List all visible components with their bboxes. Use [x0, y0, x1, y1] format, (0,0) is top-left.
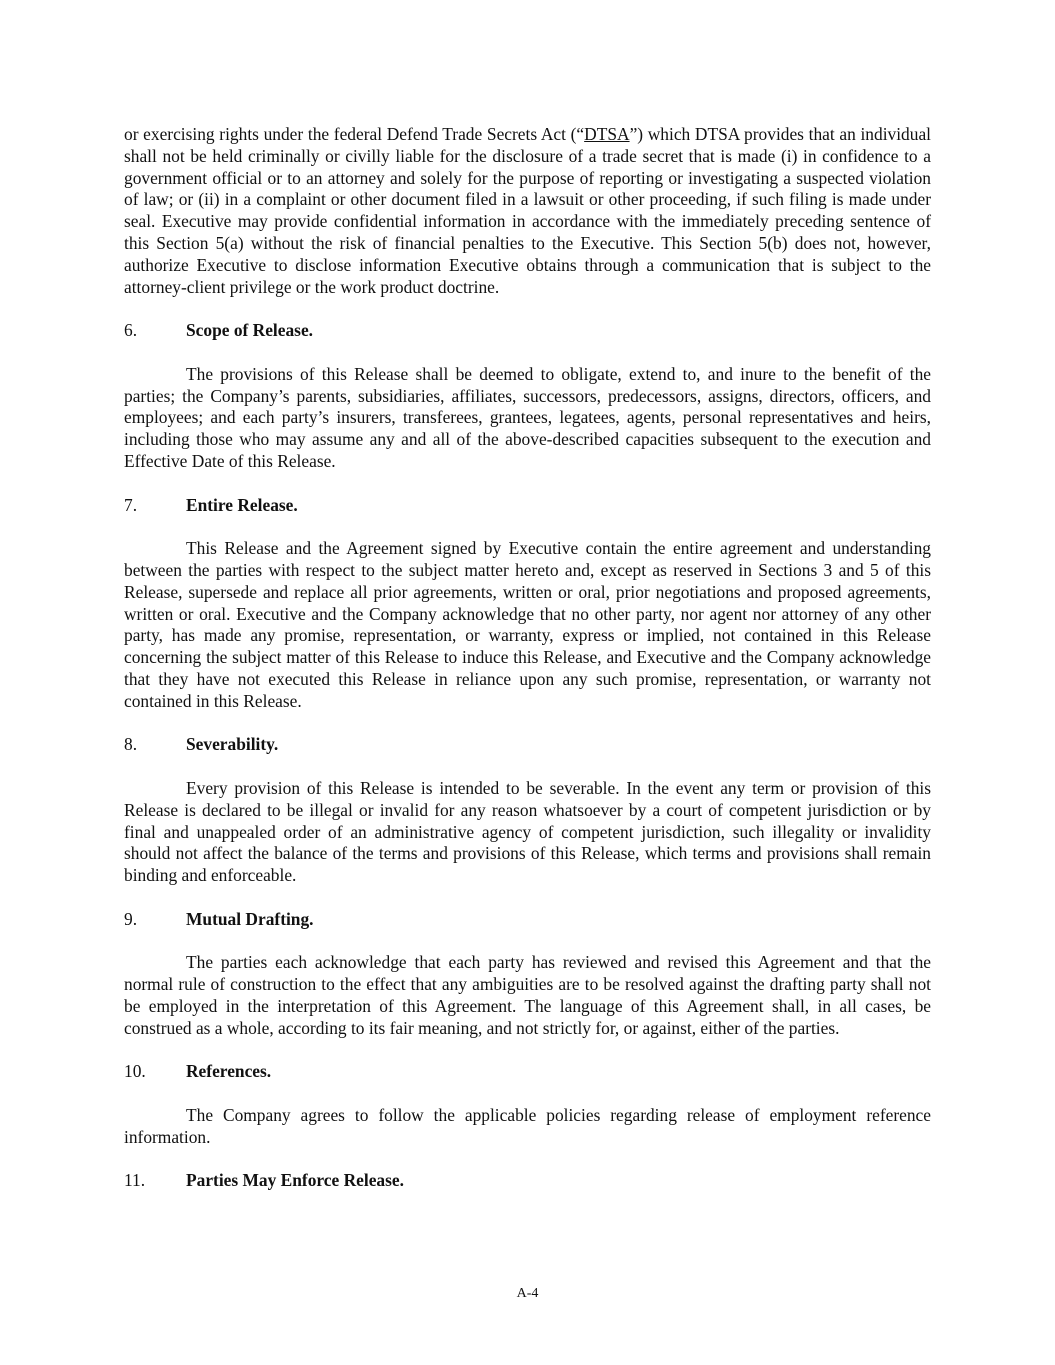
section-8-heading	[124, 734, 931, 756]
section-10-heading	[124, 1061, 931, 1083]
intro-text-start: or exercising rights under the federal Defend Trade Secrets Act (“	[124, 124, 585, 144]
intro-paragraph	[124, 124, 931, 298]
section-9-body: The parties each acknowledge that each party has reviewed and revised this Agreement and that the normal rule of construction to the effect that any ambiguities are to be resolved against the drafting party shall not be employed in the interpretation of this Agreement. The language of this Agreement shall, in all cases, be construed as a whole, according to its fair meaning, and not strictly for, or against, either of the parties.	[124, 952, 931, 1038]
section-number: 6.	[124, 320, 138, 341]
section-8-body: Every provision of this Release is intended to be severable. In the event any term or provision of this Release is declared to be illegal or invalid for any reason whatsoever by a court of competent jurisdiction or by final and unappealed order of an administrative agency of competent jurisdiction, such illegality or invalidity should not affect the balance of the terms and provisions of this Release, which terms and provisions shall remain binding and enforceable.	[124, 777, 931, 886]
intro-text-end: ”) which DTSA provides that an individual shall not be held criminally or civilly liable for the disclosure of a trade secret that is made (i) in confidence to a government official or to an attorney and solely for the purpose of reporting or investigating a suspected violation of law; or (ii) in a complaint or other document filed in a lawsuit or other proceeding, if such filing is made under seal. Executive may provide confidential information in accordance with the immediately preceding sentence of this Section 5(a) without the risk of financial penalties to the Executive. This Section 5(b) does not, however, authorize Executive to disclose information Executive obtains through a communication that is subject to the attorney-client privilege or the work product doctrine.	[124, 124, 932, 297]
section-11-heading	[124, 1170, 931, 1192]
section-number: 10.	[124, 1061, 146, 1082]
section-7-heading	[124, 495, 931, 517]
dtsa-term: DTSA	[584, 124, 630, 144]
section-10-body: The Company agrees to follow the applicable policies regarding release of employment reference information.	[124, 1104, 931, 1147]
page-number: A-4	[516, 1286, 539, 1301]
section-title: References.	[186, 1061, 272, 1082]
section-number: 7.	[124, 494, 138, 515]
section-6-body: The provisions of this Release shall be deemed to obligate, extend to, and inure to the benefit of the parties; the Company’s parents, subsidiaries, affiliates, successors, predecessors, assigns, directors, officers, and employees; and each party’s insurers, transferees, grantees, legatees, agents, personal representatives and heirs, including those who may assume any and all of the above-described capacities subsequent to the execution and Effective Date of this Release.	[124, 363, 931, 471]
section-title: Scope of Release.	[186, 320, 314, 341]
section-title: Mutual Drafting.	[186, 908, 314, 929]
section-9-heading	[124, 909, 931, 931]
section-number: 9.	[124, 908, 138, 929]
section-title: Entire Release.	[186, 494, 298, 515]
section-title: Severability.	[186, 734, 279, 755]
section-number: 11.	[124, 1170, 146, 1191]
section-title: Parties May Enforce Release.	[186, 1170, 404, 1191]
section-number: 8.	[124, 734, 138, 755]
document-page	[124, 124, 931, 1192]
section-7-body: This Release and the Agreement signed by Executive contain the entire agreement and understanding between the parties with respect to the subject matter hereto and, except as reserved in Sections 3 and 5 of this Release, supersede and replace all prior agreements, written or oral, prior negotiations and proposed agreements, written or oral. Executive and the Company acknowledge that no other party, nor agent nor attorney of any other party, has made any promise, representation, or warranty, express or implied, not contained in this Release concerning the subject matter of this Release to induce this Release, and Executive and the Company acknowledge that they have not executed this Release in reliance upon any such promise, representation, or warranty not contained in this Release.	[124, 538, 931, 711]
section-6-heading	[124, 320, 931, 342]
